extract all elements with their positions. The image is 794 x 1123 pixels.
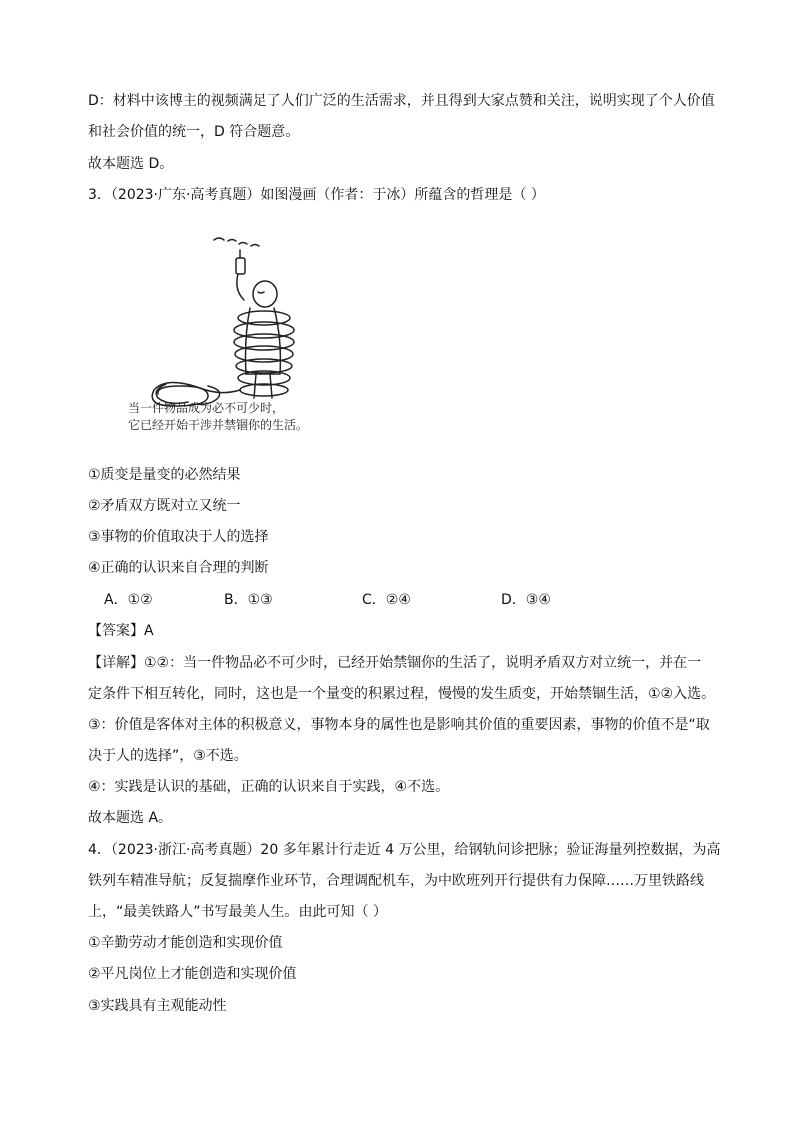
q2-conclusion: 故本题选 D。 <box>88 156 174 172</box>
q2-option-d-explanation-cont: 和社会价值的统一，D 符合题意。 <box>88 124 300 140</box>
cartoon-figure <box>118 228 340 440</box>
q3-option-c: C．②④ <box>362 592 411 608</box>
q3-option-b: B．①③ <box>224 592 273 608</box>
q3-statement-2: ②矛盾双方既对立又统一 <box>88 498 241 514</box>
q3-option-d: D．③④ <box>501 592 551 608</box>
q3-detail-line4: 决于人的选择”，③不选。 <box>88 748 248 764</box>
q4-statement-2: ②平凡岗位上才能创造和实现价值 <box>88 966 297 982</box>
q3-statement-1: ①质变是量变的必然结果 <box>88 467 241 483</box>
q3-statement-4: ④正确的认识来自合理的判断 <box>88 560 269 576</box>
q3-detail-line1: 【详解】①②：当一件物品必不可少时，已经开始禁锢你的生活了，说明矛盾双方对立统一，并在一 <box>88 655 702 671</box>
q4-statement-1: ①辛勤劳动才能创造和实现价值 <box>88 935 283 951</box>
cartoon-caption-line1: 当一件物品成为必不可少时， <box>128 401 285 415</box>
q4-stem-line1: 4．（2023·浙江·高考真题）20 多年累计行走近 4 万公里，给钢轨问诊把脉；验证海量列控数据，为高 <box>88 842 721 858</box>
q3-statement-3: ③事物的价值取决于人的选择 <box>88 529 269 545</box>
cartoon-caption-line2: 它已经开始干涉并禁锢你的生活。 <box>128 418 309 432</box>
q3-conclusion: 故本题选 A。 <box>88 810 173 826</box>
q4-stem-line3: 上，“最美铁路人”书写最美人生。由此可知（ ） <box>88 904 387 920</box>
q4-stem-line2: 铁列车精准导航；反复揣摩作业环节，合理调配机车，为中欧班列开行提供有力保障……万里铁路线 <box>88 873 704 889</box>
q3-stem: 3．（2023·广东·高考真题）如图漫画（作者：于冰）所蕴含的哲理是（ ） <box>88 187 545 203</box>
q3-detail-line5: ④：实践是认识的基础，正确的认识来自于实践，④不选。 <box>88 779 450 795</box>
q3-option-a: A．①② <box>104 592 153 608</box>
q2-option-d-explanation: D：材料中该博主的视频满足了人们广泛的生活需求，并且得到大家点赞和关注，说明实现了个人价值 <box>88 93 715 109</box>
q3-detail-line2: 定条件下相互转化，同时，这也是一个量变的积累过程，慢慢的发生质变，开始禁锢生活，①②入选。 <box>88 686 716 702</box>
q3-detail-line3: ③：价值是客体对主体的积极意义，事物本身的属性也是影响其价值的重要因素，事物的价值不是“取 <box>88 717 710 733</box>
q3-answer: 【答案】A <box>88 623 154 639</box>
q4-statement-3: ③实践具有主观能动性 <box>88 998 227 1014</box>
